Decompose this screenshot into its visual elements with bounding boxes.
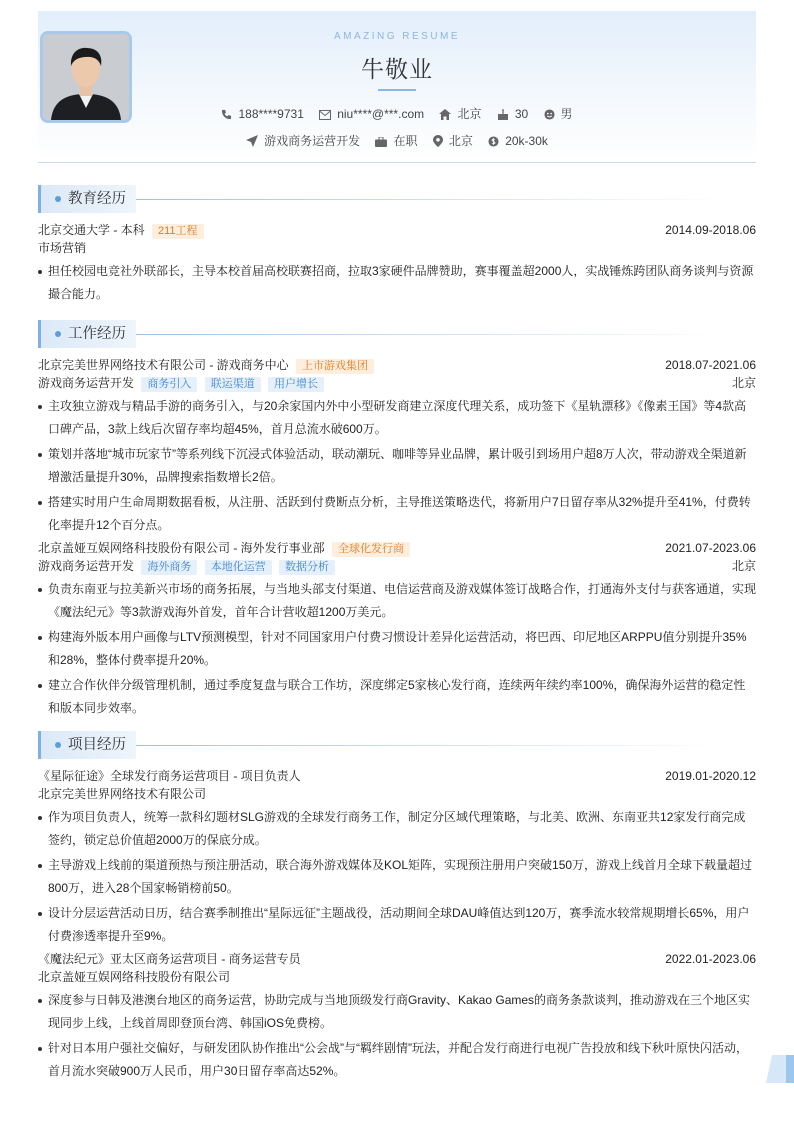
company-tag: 上市游戏集团 [296, 359, 374, 374]
section-divider [136, 199, 726, 200]
project-bullet: 作为项目负责人，统筹一款科幻题材SLG游戏的全球发行商务工作，制定分区域代理策略，与北美、欧洲、东南亚共12家发行商完成签约，锁定总价值超2000万的保底分成。 [38, 806, 756, 852]
role-tag: 本地化运营 [205, 560, 272, 575]
school-row [38, 221, 756, 239]
job-bullet: 构建海外版本用户画像与LTV预测模型，针对不同国家用户付费习惯设计差异化运营活动，将巴西、印尼地区ARPPU值分别提升35%和28%，整体付费率提升20%。 [38, 626, 756, 672]
send-icon [246, 135, 258, 147]
project-row [38, 950, 756, 968]
section-divider [136, 745, 726, 746]
target-city-text: 北京 [448, 134, 473, 148]
project-name: 《魔法纪元》亚太区商务运营项目 - 商务运营专员 [38, 952, 301, 966]
project-bullet: 设计分层运营活动日历，结合赛季制推出“星际远征”主题战役，活动期间全球DAU峰值达到120万，赛季流水较常规期增长65%，用户付费渗透率提升至9%。 [38, 902, 756, 948]
project-entry [38, 767, 756, 948]
company-name: 北京完美世界网络技术有限公司 - 游戏商务中心 [38, 358, 289, 372]
briefcase-icon [375, 137, 387, 147]
home-icon [439, 109, 451, 120]
name-underline [378, 89, 416, 91]
email-text: niu****@***.com [337, 106, 425, 121]
project-org-row [38, 968, 756, 986]
target-job-info [246, 132, 360, 149]
gender-info [544, 105, 573, 122]
project-org: 北京盖娅互娱网络科技股份有限公司 [38, 970, 231, 984]
gender-text: 男 [560, 107, 573, 121]
target-city-info [433, 132, 473, 149]
job-intent-row [38, 132, 756, 149]
role-tag: 联运渠道 [205, 377, 261, 392]
company-row [38, 539, 756, 557]
role-tag: 商务引入 [141, 377, 197, 392]
role-tag: 数据分析 [279, 560, 335, 575]
work-section-header [38, 320, 756, 348]
job-bullet: 负责东南亚与拉美新兴市场的商务拓展，与当地头部支付渠道、电信运营商及游戏媒体签订战略合作，打通海外支付与获客通道，实现《魔法纪元》等3款游戏海外首发，首年合计营收超1200万美元。 [38, 578, 756, 624]
phone-icon [221, 109, 232, 120]
age-text: 30 [514, 106, 529, 121]
education-title-text: 教育经历 [68, 191, 126, 207]
job-city: 北京 [731, 559, 756, 573]
education-section-title [38, 185, 136, 213]
resume-header [38, 11, 756, 163]
salary-info [488, 134, 548, 148]
school-name: 北京交通大学 - 本科 [38, 223, 145, 237]
status-info [375, 132, 417, 149]
projects-section-title [38, 731, 136, 759]
candidate-name: 牛敬业 [361, 56, 433, 82]
company-row [38, 356, 756, 374]
projects-section-header [38, 731, 756, 759]
job-bullet: 策划并落地“城市玩家节”等系列线下沉浸式体验活动，联动潮玩、咖啡等异业品牌，累计吸引到场用户超8万人次，带动游戏全渠道新增激活量提升30%，品牌搜索指数增长2倍。 [38, 443, 756, 489]
company-tag: 全球化发行商 [332, 542, 410, 557]
mail-icon [319, 110, 331, 120]
target-job-text: 游戏商务运营开发 [264, 134, 361, 148]
phone-text: 188****9731 [238, 106, 304, 121]
job-period: 2021.07-2023.06 [665, 541, 756, 555]
company-name: 北京盖娅互娱网络科技股份有限公司 - 海外发行事业部 [38, 541, 325, 555]
status-text: 在职 [393, 134, 418, 148]
project-name: 《星际征途》全球发行商务运营项目 - 项目负责人 [38, 769, 301, 783]
cake-icon [497, 109, 509, 120]
job-bullet: 建立合作伙伴分级管理机制，通过季度复盘与联合工作坊，深度绑定5家核心发行商，连续两年续约率100%，确保海外运营的稳定性和版本同步效率。 [38, 674, 756, 720]
project-bullet: 主导游戏上线前的渠道预热与预注册活动，联合海外游戏媒体及KOL矩阵，实现预注册用户突破150万，游戏上线首月全球下载量超过800万，进入28个国家畅销榜前50。 [38, 854, 756, 900]
work-title-text: 工作经历 [68, 326, 126, 342]
job-entry [38, 356, 756, 537]
section-dot-icon [55, 196, 61, 202]
education-entry [38, 221, 756, 306]
role-row [38, 374, 756, 392]
salary-text: 20k-30k [505, 133, 548, 148]
job-city: 北京 [731, 376, 756, 390]
project-period: 2022.01-2023.06 [665, 952, 756, 966]
project-bullet: 针对日本用户强社交偏好，与研发团队协作推出“公会战”与“羁绊剧情”玩法，并配合发行商进行电视广告投放和线下秋叶原快闪活动，首月流水突破900万人民币，用户30日留存率高达52%。 [38, 1037, 756, 1083]
job-period: 2018.07-2021.06 [665, 358, 756, 372]
resume-tagline: AMAZING RESUME [333, 31, 461, 42]
role-tag: 用户增长 [268, 377, 324, 392]
project-org: 北京完美世界网络技术有限公司 [38, 787, 207, 801]
projects-section [38, 731, 756, 1083]
project-entry [38, 950, 756, 1083]
work-section-title [38, 320, 136, 348]
major-name: 市场营销 [38, 241, 87, 255]
school-tag: 211工程 [152, 224, 204, 239]
project-bullet: 深度参与日韩及港澳台地区的商务运营，协助完成与当地顶级发行商Gravity、Kakao Games的商务条款谈判，推动游戏在三个地区实现同步上线，上线首周即登顶台湾、韩国iOS免费榜。 [38, 989, 756, 1035]
major-row [38, 239, 756, 257]
salary-icon [488, 136, 499, 147]
job-bullet: 搭建实时用户生命周期数据看板，从注册、活跃到付费断点分析，主导推送策略迭代，将新用户7日留存率从32%提升至41%，付费转化率提升12个百分点。 [38, 491, 756, 537]
role-name: 游戏商务运营开发 [38, 376, 135, 390]
section-dot-icon [55, 742, 61, 748]
section-dot-icon [55, 331, 61, 337]
location-pin-icon [433, 135, 443, 147]
projects-title-text: 项目经历 [68, 737, 126, 753]
age-info [497, 107, 528, 121]
corner-decoration [766, 1055, 794, 1083]
project-row [38, 767, 756, 785]
project-org-row [38, 785, 756, 803]
role-tag: 海外商务 [141, 560, 197, 575]
section-divider [136, 334, 726, 335]
role-row [38, 557, 756, 575]
education-period: 2014.09-2018.06 [665, 223, 756, 237]
hometown-text: 北京 [457, 107, 482, 121]
job-bullet: 主攻独立游戏与精品手游的商务引入，与20余家国内外中小型研发商建立深度代理关系，成功签下《星轨漂移》《像素王国》等4款高口碑产品，3款上线后次留存率均超45%，首月总流水破600万。 [38, 395, 756, 441]
project-period: 2019.01-2020.12 [665, 769, 756, 783]
education-section-header [38, 185, 756, 213]
job-entry [38, 539, 756, 720]
contact-row [38, 105, 756, 122]
education-bullet: 担任校园电竞社外联部长，主导本校首届高校联赛招商，拉取3家硬件品牌赞助，赛事覆盖超2000人，实战锤炼跨团队商务谈判与资源撮合能力。 [38, 260, 756, 306]
email-info [319, 107, 424, 121]
home-info [439, 105, 481, 122]
gender-icon [544, 109, 555, 120]
phone-info [221, 107, 303, 121]
education-section [38, 185, 756, 306]
work-section [38, 320, 756, 720]
role-name: 游戏商务运营开发 [38, 559, 135, 573]
